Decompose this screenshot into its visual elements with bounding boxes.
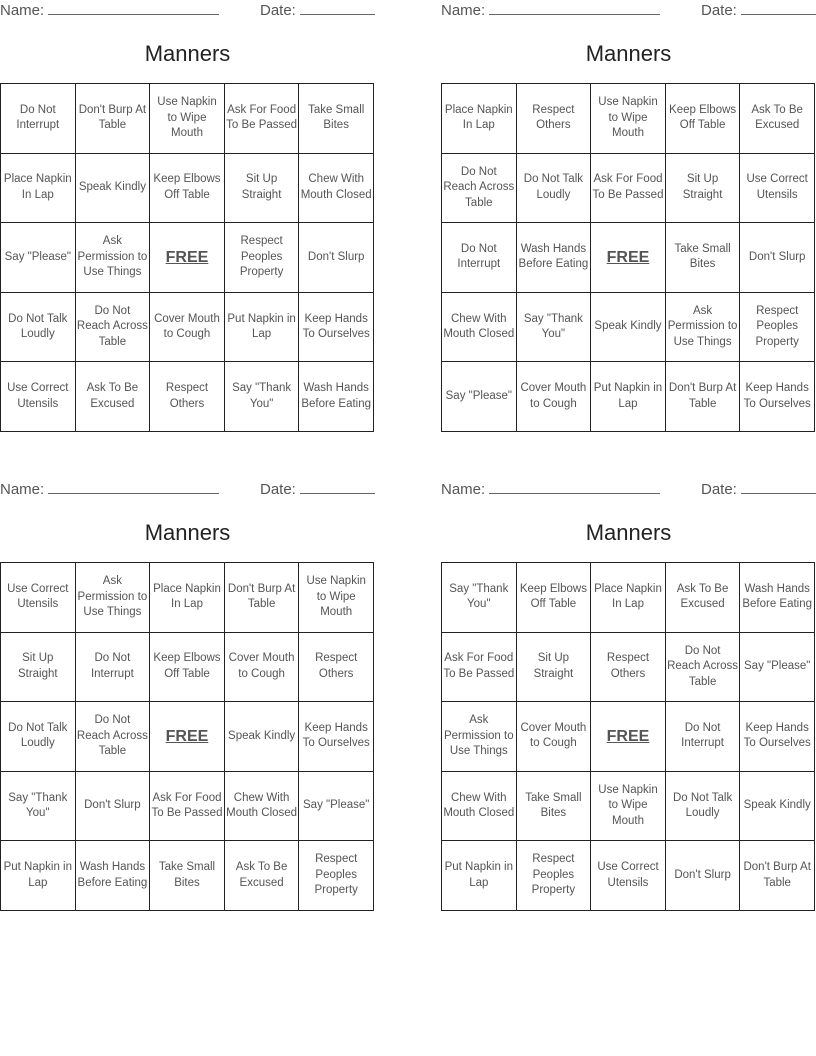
- name-field: [0, 480, 219, 498]
- bingo-cell: Respect Peoples Property: [225, 223, 300, 293]
- date-blank-line: [300, 1, 375, 15]
- card-title: Manners: [144, 520, 231, 545]
- bingo-cell: Do Not Talk Loudly: [517, 154, 592, 224]
- bingo-card: [0, 0, 375, 431]
- bingo-cell: Cover Mouth to Cough: [225, 633, 300, 703]
- name-field: [441, 1, 660, 19]
- bingo-cell: Take Small Bites: [150, 841, 225, 911]
- card-title: Manners: [585, 41, 672, 66]
- bingo-cell: Do Not Talk Loudly: [666, 772, 741, 842]
- bingo-card: [441, 0, 816, 431]
- date-field: [701, 1, 816, 19]
- bingo-cell: Use Correct Utensils: [1, 362, 76, 432]
- bingo-cell: Wash Hands Before Eating: [299, 362, 374, 432]
- bingo-grid: [0, 83, 374, 432]
- name-blank-line: [489, 1, 660, 15]
- date-field: [260, 480, 375, 498]
- bingo-cell: Chew With Mouth Closed: [225, 772, 300, 842]
- bingo-grid: [441, 83, 815, 432]
- bingo-cell: Take Small Bites: [666, 223, 741, 293]
- bingo-cell: Don't Burp At Table: [666, 362, 741, 432]
- bingo-cell: Ask For Food To Be Passed: [591, 154, 666, 224]
- name-blank-line: [48, 1, 219, 15]
- free-space-cell: FREE: [150, 223, 225, 293]
- bingo-cell: Don't Slurp: [666, 841, 741, 911]
- bingo-cell: Keep Elbows Off Table: [517, 563, 592, 633]
- bingo-cell: Speak Kindly: [76, 154, 151, 224]
- bingo-grid: [441, 562, 815, 911]
- free-space-cell: FREE: [591, 223, 666, 293]
- bingo-cell: Don't Slurp: [740, 223, 815, 293]
- bingo-cell: Do Not Reach Across Table: [76, 702, 151, 772]
- name-label: Name:: [441, 2, 486, 19]
- name-label: Name:: [0, 2, 45, 19]
- bingo-cell: Keep Elbows Off Table: [150, 633, 225, 703]
- bingo-cell: Place Napkin In Lap: [442, 84, 517, 154]
- card-header: [0, 480, 375, 500]
- bingo-cell: Use Napkin to Wipe Mouth: [299, 563, 374, 633]
- bingo-cell: Chew With Mouth Closed: [442, 293, 517, 363]
- bingo-cell: Put Napkin in Lap: [442, 841, 517, 911]
- bingo-cell: Cover Mouth to Cough: [150, 293, 225, 363]
- bingo-cell: Do Not Interrupt: [76, 633, 151, 703]
- bingo-cell: Place Napkin In Lap: [1, 154, 76, 224]
- bingo-cell: Keep Hands To Ourselves: [299, 702, 374, 772]
- bingo-cell: Keep Hands To Ourselves: [299, 293, 374, 363]
- card-title: Manners: [144, 41, 231, 66]
- bingo-cell: Ask For Food To Be Passed: [442, 633, 517, 703]
- name-blank-line: [489, 480, 660, 494]
- free-space-cell: FREE: [591, 702, 666, 772]
- bingo-cell: Take Small Bites: [299, 84, 374, 154]
- bingo-cell: Ask Permission to Use Things: [666, 293, 741, 363]
- bingo-card: [0, 479, 375, 910]
- card-header: [441, 1, 816, 21]
- date-field: [260, 1, 375, 19]
- bingo-cell: Say "Please": [442, 362, 517, 432]
- bingo-cell: Don't Burp At Table: [76, 84, 151, 154]
- bingo-cell: Say "Please": [299, 772, 374, 842]
- bingo-cell: Don't Slurp: [76, 772, 151, 842]
- bingo-cell: Ask To Be Excused: [740, 84, 815, 154]
- bingo-cell: Say "Thank You": [442, 563, 517, 633]
- bingo-cell: Use Napkin to Wipe Mouth: [591, 84, 666, 154]
- bingo-cell: Cover Mouth to Cough: [517, 702, 592, 772]
- bingo-cell: Place Napkin In Lap: [150, 563, 225, 633]
- bingo-cell: Say "Thank You": [517, 293, 592, 363]
- bingo-cell: Ask To Be Excused: [666, 563, 741, 633]
- bingo-cell: Ask Permission to Use Things: [442, 702, 517, 772]
- date-label: Date:: [701, 2, 737, 19]
- bingo-cell: Don't Burp At Table: [225, 563, 300, 633]
- bingo-cell: Respect Others: [517, 84, 592, 154]
- bingo-cell: Put Napkin in Lap: [591, 362, 666, 432]
- name-blank-line: [48, 480, 219, 494]
- bingo-cell: Speak Kindly: [740, 772, 815, 842]
- bingo-cell: Wash Hands Before Eating: [76, 841, 151, 911]
- bingo-cell: Do Not Talk Loudly: [1, 702, 76, 772]
- bingo-cell: Chew With Mouth Closed: [299, 154, 374, 224]
- bingo-cell: Respect Others: [299, 633, 374, 703]
- bingo-cell: Cover Mouth to Cough: [517, 362, 592, 432]
- date-blank-line: [300, 480, 375, 494]
- bingo-cell: Respect Others: [591, 633, 666, 703]
- bingo-cell: Say "Thank You": [1, 772, 76, 842]
- bingo-cell: Speak Kindly: [225, 702, 300, 772]
- bingo-cell: Do Not Reach Across Table: [442, 154, 517, 224]
- free-space-cell: FREE: [150, 702, 225, 772]
- bingo-cell: Respect Peoples Property: [299, 841, 374, 911]
- bingo-cell: Put Napkin in Lap: [1, 841, 76, 911]
- date-field: [701, 480, 816, 498]
- bingo-cell: Speak Kindly: [591, 293, 666, 363]
- bingo-cell: Put Napkin in Lap: [225, 293, 300, 363]
- bingo-cell: Ask Permission to Use Things: [76, 563, 151, 633]
- bingo-cell: Do Not Interrupt: [666, 702, 741, 772]
- date-blank-line: [741, 480, 816, 494]
- bingo-cell: Use Napkin to Wipe Mouth: [591, 772, 666, 842]
- date-blank-line: [741, 1, 816, 15]
- bingo-cell: Ask For Food To Be Passed: [225, 84, 300, 154]
- date-label: Date:: [701, 481, 737, 498]
- bingo-cell: Keep Hands To Ourselves: [740, 702, 815, 772]
- card-header: [441, 480, 816, 500]
- bingo-cell: Wash Hands Before Eating: [740, 563, 815, 633]
- bingo-cell: Respect Peoples Property: [740, 293, 815, 363]
- bingo-cell: Sit Up Straight: [517, 633, 592, 703]
- bingo-cell: Do Not Interrupt: [1, 84, 76, 154]
- bingo-cell: Wash Hands Before Eating: [517, 223, 592, 293]
- bingo-cell: Sit Up Straight: [666, 154, 741, 224]
- date-label: Date:: [260, 2, 296, 19]
- bingo-cell: Use Correct Utensils: [1, 563, 76, 633]
- bingo-cell: Use Napkin to Wipe Mouth: [150, 84, 225, 154]
- bingo-cell: Do Not Interrupt: [442, 223, 517, 293]
- bingo-cell: Say "Please": [740, 633, 815, 703]
- bingo-cell: Do Not Reach Across Table: [666, 633, 741, 703]
- date-label: Date:: [260, 481, 296, 498]
- bingo-cell: Take Small Bites: [517, 772, 592, 842]
- bingo-cell: Ask For Food To Be Passed: [150, 772, 225, 842]
- name-field: [441, 480, 660, 498]
- bingo-cell: Don't Burp At Table: [740, 841, 815, 911]
- bingo-cell: Say "Thank You": [225, 362, 300, 432]
- bingo-cell: Keep Elbows Off Table: [150, 154, 225, 224]
- bingo-cell: Sit Up Straight: [1, 633, 76, 703]
- bingo-card: [441, 479, 816, 910]
- card-header: [0, 1, 375, 21]
- card-title: Manners: [585, 520, 672, 545]
- bingo-cell: Sit Up Straight: [225, 154, 300, 224]
- bingo-cell: Use Correct Utensils: [591, 841, 666, 911]
- bingo-cell: Don't Slurp: [299, 223, 374, 293]
- bingo-cell: Chew With Mouth Closed: [442, 772, 517, 842]
- bingo-cell: Keep Hands To Ourselves: [740, 362, 815, 432]
- name-label: Name:: [441, 481, 486, 498]
- bingo-grid: [0, 562, 374, 911]
- bingo-cell: Keep Elbows Off Table: [666, 84, 741, 154]
- bingo-cell: Ask To Be Excused: [76, 362, 151, 432]
- bingo-cell: Do Not Talk Loudly: [1, 293, 76, 363]
- name-field: [0, 1, 219, 19]
- name-label: Name:: [0, 481, 45, 498]
- bingo-cell: Use Correct Utensils: [740, 154, 815, 224]
- bingo-cell: Do Not Reach Across Table: [76, 293, 151, 363]
- bingo-cell: Respect Others: [150, 362, 225, 432]
- bingo-cell: Ask Permission to Use Things: [76, 223, 151, 293]
- bingo-cell: Place Napkin In Lap: [591, 563, 666, 633]
- bingo-cell: Ask To Be Excused: [225, 841, 300, 911]
- bingo-cell: Say "Please": [1, 223, 76, 293]
- bingo-cell: Respect Peoples Property: [517, 841, 592, 911]
